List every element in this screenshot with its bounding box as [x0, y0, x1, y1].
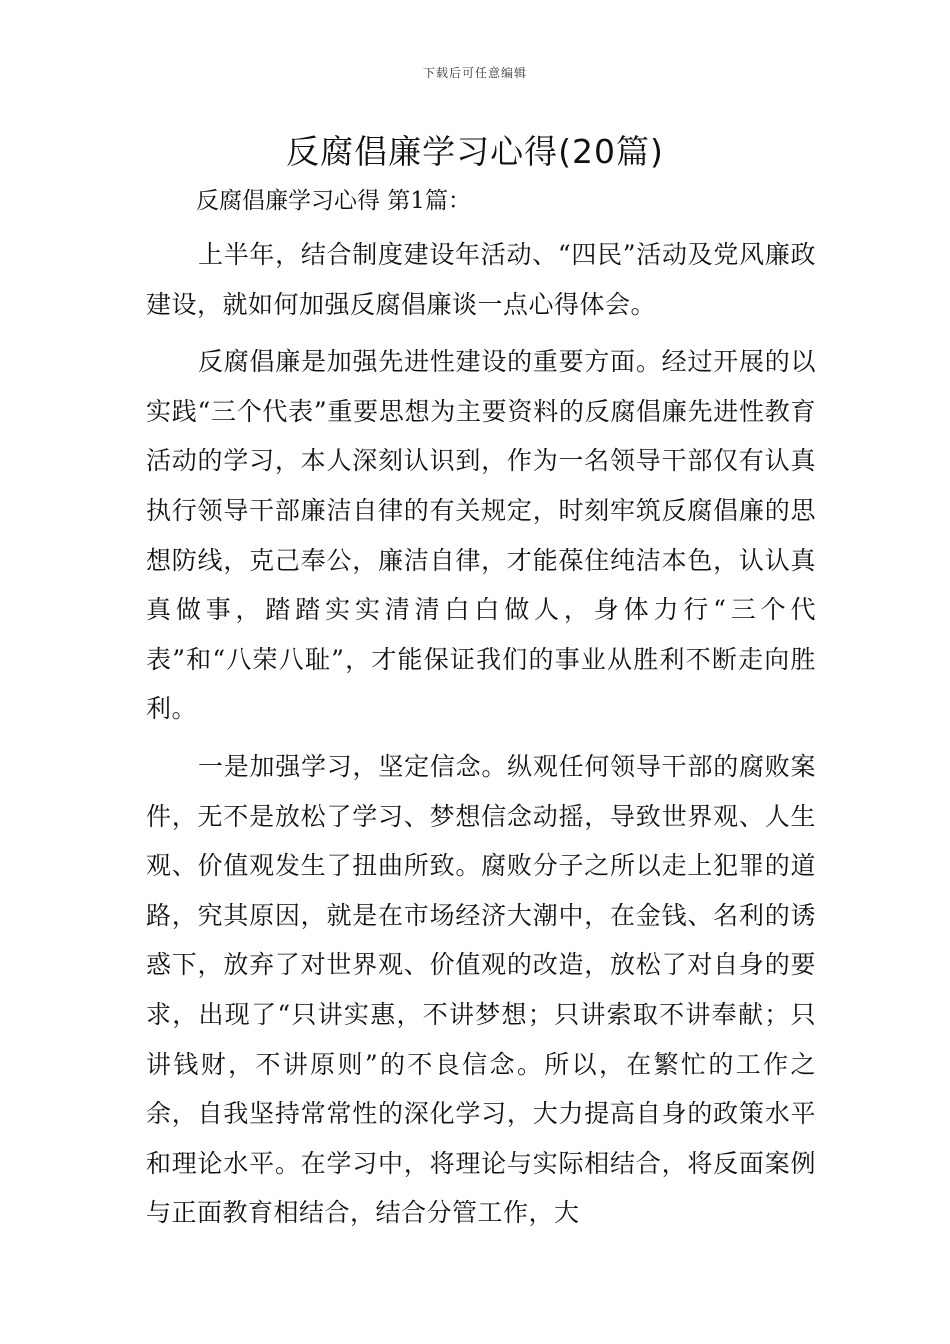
section-subtitle: 反腐倡廉学习心得 第1篇：: [196, 188, 471, 214]
paragraph-main: 反腐倡廉是加强先进性建设的重要方面。经过开展的以实践“三个代表”重要思想为主要资料的反腐倡廉先进性教育活动的学习，本人深刻认识到，作为一名领导干部仅有认真执行领导干部廉洁自律的有关规定，时刻牢筑反腐倡廉的思想防线，克己奉公，廉洁自律，才能葆住纯洁本色，认认真真做事，踏踏实实清清白白做人，身体力行“三个代表”和“八荣八耻”，才能保证我们的事业从胜利不断走向胜利。: [146, 347, 816, 724]
document-body: [146, 180, 816, 1246]
header-note: 下载后可任意编辑: [422, 66, 527, 80]
document-title: 反腐倡廉学习心得(20篇): [286, 132, 664, 171]
paragraph-point-one: 一是加强学习，坚定信念。纵观任何领导干部的腐败案件，无不是放松了学习、梦想信念动摇，导致世界观、人生观、价值观发生了扭曲所致。腐败分子之所以走上犯罪的道路，究其原因，就是在市场经济大潮中，在金钱、名利的诱惑下，放弃了对世界观、价值观的改造，放松了对自身的要求，出现了“只讲实惠，不讲梦想；只讲索取不讲奉献；只讲钱财，不讲原则”的不良信念。所以，在繁忙的工作之余，自我坚持常常性的深化学习，大力提高自身的政策水平和理论水平。在学习中，将理论与实际相结合，将反面案例与正面教育相结合，结合分管工作，大: [146, 751, 816, 1228]
paragraph-intro: 上半年，结合制度建设年活动、“四民”活动及党风廉政建设，就如何加强反腐倡廉谈一点心得体会。: [146, 240, 816, 319]
